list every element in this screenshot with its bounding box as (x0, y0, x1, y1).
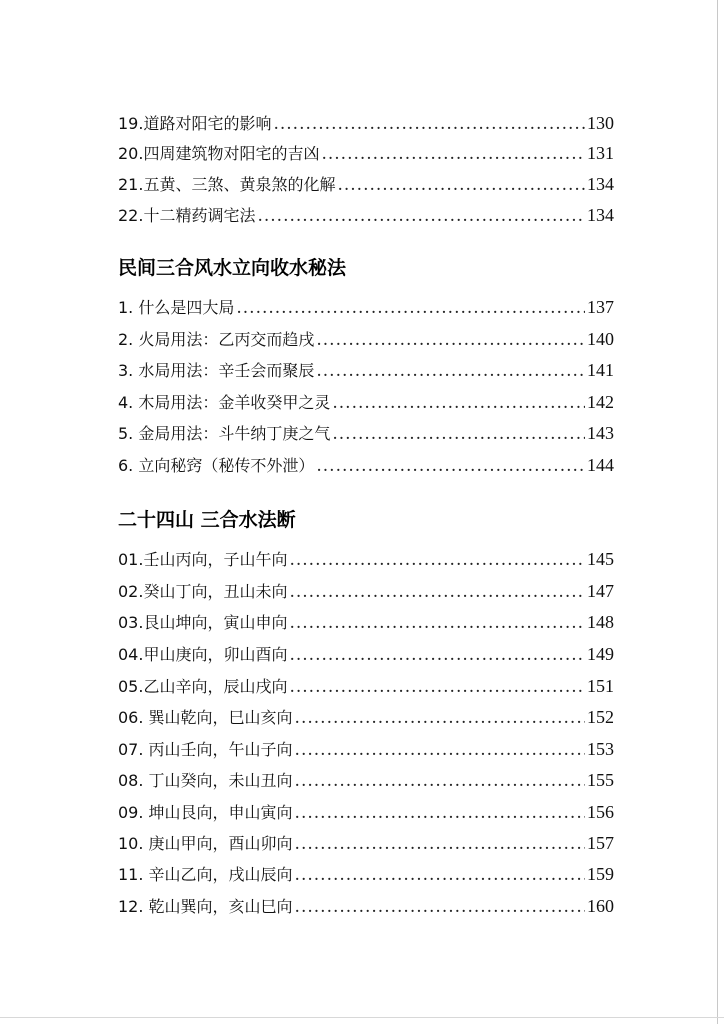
toc-entry (118, 451, 614, 479)
toc-entry (118, 325, 614, 353)
toc-entry-page: 144 (587, 455, 614, 475)
toc-entry-title: 01.壬山丙向，子山午向 (118, 550, 288, 569)
toc-entry-title: 12. 乾山巽向，亥山巳向 (118, 897, 293, 916)
toc-entry (118, 766, 614, 794)
toc-entry-title: 05.乙山辛向，辰山戌向 (118, 677, 288, 696)
toc-entry (118, 829, 614, 857)
toc-entry (118, 892, 614, 920)
toc-entry-page: 130 (587, 113, 614, 133)
toc-entry-page: 134 (587, 174, 614, 194)
dot-leader (257, 202, 585, 230)
page-edge-bottom (0, 1017, 724, 1018)
toc-entry-page: 131 (587, 143, 614, 163)
toc-entry-title: 02.癸山丁向，丑山未向 (118, 582, 288, 601)
dot-leader (289, 546, 585, 574)
dot-leader (295, 861, 585, 889)
toc-entry-page: 147 (587, 581, 614, 601)
toc-entry-title: 19.道路对阳宅的影响 (118, 114, 272, 133)
dot-leader (316, 357, 585, 385)
section-heading: 民间三合风水立向收水秘法 (118, 257, 347, 279)
toc-entry (118, 640, 614, 668)
dot-leader (289, 673, 585, 701)
toc-entry (118, 860, 614, 888)
toc-entry-page: 141 (587, 360, 614, 380)
toc-entry (118, 798, 614, 826)
toc-entry-title: 06. 巽山乾向，巳山亥向 (118, 708, 293, 727)
toc-entry-page: 152 (587, 707, 614, 727)
dot-leader (289, 641, 585, 669)
dot-leader (316, 452, 585, 480)
toc-entry (118, 201, 614, 229)
toc-entry-page: 157 (587, 833, 614, 853)
toc-entry-page: 153 (587, 739, 614, 759)
dot-leader (295, 736, 585, 764)
toc-entry-page: 137 (587, 297, 614, 317)
dot-leader (289, 609, 585, 637)
toc-entry-page: 134 (587, 205, 614, 225)
toc-entry-title: 22.十二精药调宅法 (118, 206, 256, 225)
toc-entry-title: 08. 丁山癸向，未山丑向 (118, 771, 293, 790)
toc-entry-title: 4. 木局用法：金羊收癸甲之灵 (118, 393, 331, 412)
toc-entry (118, 735, 614, 763)
toc-entry-title: 09. 坤山艮向，申山寅向 (118, 803, 293, 822)
toc-entry-page: 151 (587, 676, 614, 696)
toc-entry-page: 149 (587, 644, 614, 664)
toc-entry (118, 672, 614, 700)
toc-entry-page: 140 (587, 329, 614, 349)
dot-leader (273, 110, 585, 138)
toc-entry (118, 419, 614, 447)
toc-entry-title: 10. 庚山甲向，酉山卯向 (118, 834, 293, 853)
dot-leader (295, 799, 585, 827)
toc-entry (118, 577, 614, 605)
dot-leader (295, 830, 585, 858)
dot-leader (316, 326, 585, 354)
toc-entry-title: 21.五黄、三煞、黄泉煞的化解 (118, 175, 336, 194)
toc-entry-title: 07. 丙山壬向，午山子向 (118, 740, 293, 759)
dot-leader (332, 389, 585, 417)
toc-entry-page: 142 (587, 392, 614, 412)
toc-entry (118, 356, 614, 384)
toc-entry-page: 145 (587, 549, 614, 569)
dot-leader (332, 420, 585, 448)
dot-leader (337, 171, 585, 199)
toc-entry (118, 545, 614, 573)
toc-entry-page: 148 (587, 612, 614, 632)
dot-leader (295, 704, 585, 732)
toc-entry (118, 293, 614, 321)
toc-entry-page: 159 (587, 864, 614, 884)
toc-entry-title: 6. 立向秘窍（秘传不外泄） (118, 456, 315, 475)
toc-entry-page: 155 (587, 770, 614, 790)
dot-leader (321, 140, 585, 168)
toc-entry-title: 03.艮山坤向，寅山申向 (118, 613, 288, 632)
section-heading: 二十四山 三合水法断 (118, 509, 296, 531)
toc-entry-page: 160 (587, 896, 614, 916)
toc-entry-title: 20.四周建筑物对阳宅的吉凶 (118, 144, 320, 163)
toc-entry-title: 2. 火局用法：乙丙交而趋戌 (118, 330, 315, 349)
toc-entry (118, 388, 614, 416)
toc-entry-title: 04.甲山庚向，卯山酉向 (118, 645, 288, 664)
toc-entry-page: 143 (587, 423, 614, 443)
toc-entry-page: 156 (587, 802, 614, 822)
toc-entry (118, 703, 614, 731)
page-edge-right (717, 0, 718, 1024)
toc-entry-title: 3. 水局用法：辛壬会而聚辰 (118, 361, 315, 380)
toc-entry-title: 1. 什么是四大局 (118, 298, 235, 317)
dot-leader (295, 893, 585, 921)
toc-entry (118, 139, 614, 167)
toc-entry-title: 11. 辛山乙向，戌山辰向 (118, 865, 293, 884)
dot-leader (236, 294, 585, 322)
toc-entry (118, 109, 614, 137)
toc-entry-title: 5. 金局用法：斗牛纳丁庚之气 (118, 424, 331, 443)
toc-entry (118, 608, 614, 636)
dot-leader (295, 767, 585, 795)
dot-leader (289, 578, 585, 606)
toc-entry (118, 170, 614, 198)
